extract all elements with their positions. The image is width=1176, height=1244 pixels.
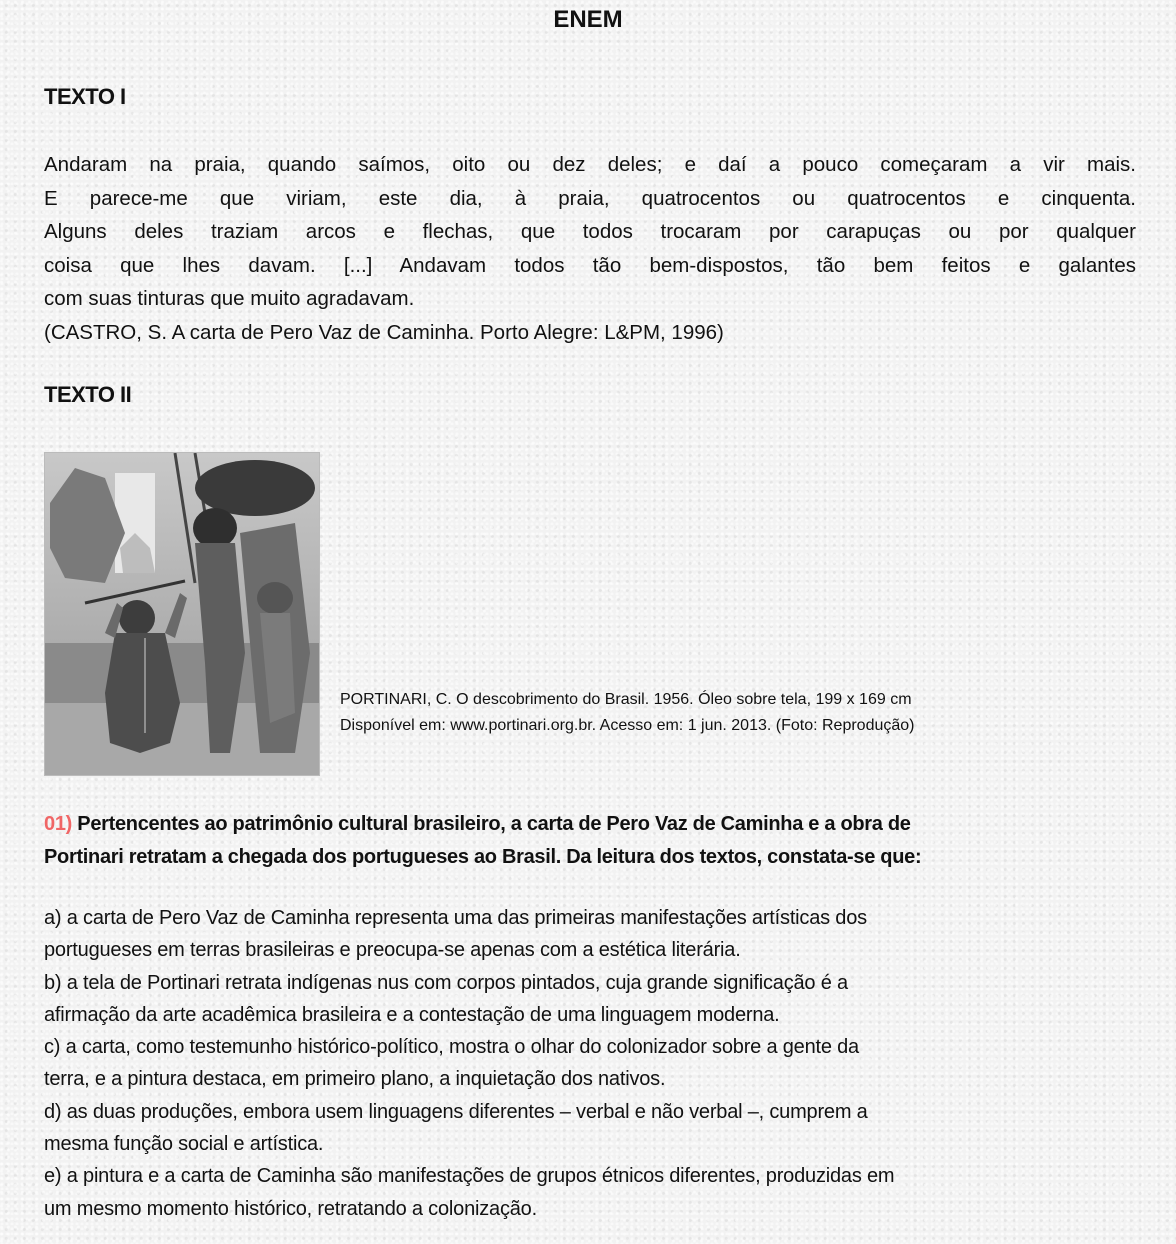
option-c[interactable]: c) a carta, como testemunho histórico-político, mostra o olhar do colonizador sobre a gente da: [44, 1036, 859, 1059]
painting-caption-line2: Disponível em: www.portinari.org.br. Acesso em: 1 jun. 2013. (Foto: Reprodução): [340, 717, 915, 734]
portinari-painting: [44, 452, 320, 776]
page-title: ENEM: [553, 6, 623, 33]
texto-i-line: Andaram na praia, quando saímos, oito ou dez deles; e daí a pouco começaram a vir mais.: [44, 153, 1136, 176]
texto-i-line: com suas tinturas que muito agradavam.: [44, 287, 415, 310]
option-a[interactable]: a) a carta de Pero Vaz de Caminha representa uma das primeiras manifestações artísticas dos: [44, 907, 867, 929]
painting-image: [45, 453, 319, 775]
texto-i-line: coisa que lhes davam. [...] Andavam todos tão bem-dispostos, tão bem feitos e galantes: [44, 253, 1136, 277]
question-text-line2: Portinari retratam a chegada dos portugueses ao Brasil. Da leitura dos textos, constata-se que:: [44, 846, 922, 868]
option-d[interactable]: d) as duas produções, embora usem linguagens diferentes – verbal e não verbal –, cumprem a: [44, 1100, 868, 1123]
question-stem: [44, 808, 1154, 874]
question-stem-line1: [44, 808, 1154, 841]
option-b-continued[interactable]: afirmação da arte acadêmica brasileira e a contestação de uma linguagem moderna.: [44, 1003, 780, 1026]
option-d-continued[interactable]: mesma função social e artística.: [44, 1133, 324, 1156]
option-b[interactable]: b) a tela de Portinari retrata indígenas nus com corpos pintados, cuja grande significação é a: [44, 971, 848, 994]
option-e[interactable]: e) a pintura e a carta de Caminha são manifestações de grupos étnicos diferentes, produzidas em: [44, 1165, 895, 1188]
option-e-continued[interactable]: um mesmo momento histórico, retratando a colonização.: [44, 1197, 537, 1220]
texto-ii-heading: TEXTO II: [44, 382, 132, 407]
texto-i-source: (CASTRO, S. A carta de Pero Vaz de Caminha. Porto Alegre: L&PM, 1996): [44, 320, 724, 344]
question-text-line1: Pertencentes ao patrimônio cultural brasileiro, a carta de Pero Vaz de Caminha e a obra de: [77, 813, 911, 835]
option-c-continued[interactable]: terra, e a pintura destaca, em primeiro plano, a inquietação dos nativos.: [44, 1068, 666, 1091]
option-a-continued[interactable]: portugueses em terras brasileiras e preocupa-se apenas com a estética literária.: [44, 939, 741, 962]
texto-i-line: Alguns deles traziam arcos e flechas, que todos trocaram por carapuças ou por qualquer: [44, 220, 1136, 243]
texto-i-paragraph: [44, 148, 1136, 349]
painting-caption-line1: PORTINARI, C. O descobrimento do Brasil. 1956. Óleo sobre tela, 199 x 169 cm: [340, 691, 912, 708]
texto-i-heading: TEXTO I: [44, 84, 126, 109]
texto-i-line: E parece-me que viriam, este dia, à praia, quatrocentos ou quatrocentos e cinquenta.: [44, 186, 1136, 210]
answer-options: [44, 902, 1154, 1225]
question-number: 01): [44, 813, 73, 835]
